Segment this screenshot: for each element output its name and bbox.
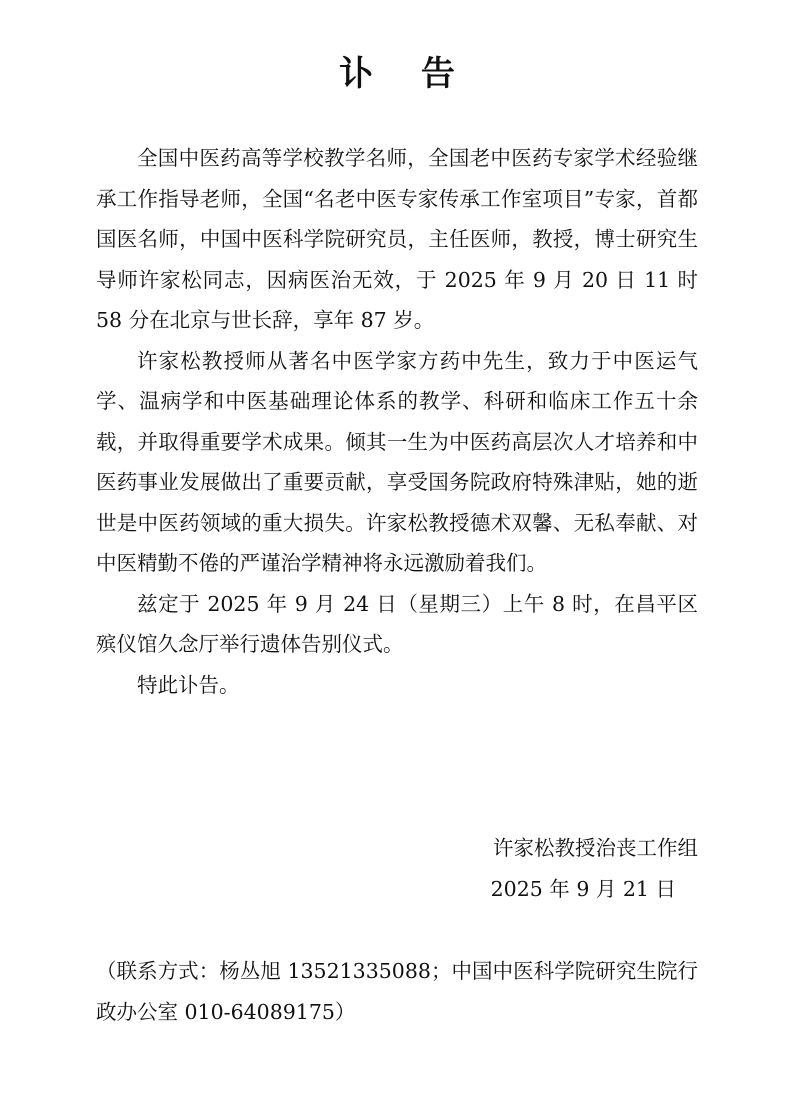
paragraph-announcement: 全国中医药高等学校教学名师，全国老中医药专家学术经验继承工作指导老师，全国“名老中医专家传承工作室项目”专家，首都国医名师，中国中医科学院研究员，主任医师，教授，博士研究生导师许家松同志，因病医治无效，于 2025 年 9 月 20 日 11 时 58 分在北京与世长辞，享年 87 岁。 — [96, 146, 698, 332]
signature-date: 2025 年 9 月 21 日 — [490, 876, 676, 901]
obituary-body — [96, 138, 698, 705]
paragraph-funeral-details: 兹定于 2025 年 9 月 24 日（星期三）上午 8 时，在昌平区殡仪馆久念厅举行遗体告别仪式。 — [96, 591, 698, 656]
signature-organization: 许家松教授治丧工作组 — [493, 836, 698, 860]
contact-info: （联系方式：杨丛旭 13521335088；中国中医科学院研究生院行政办公室 010-64089175） — [96, 959, 698, 1024]
paragraph-biography: 许家松教授师从著名中医学家方药中先生，致力于中医运气学、温病学和中医基础理论体系的教学、科研和临床工作五十余载，并取得重要学术成果。倾其一生为中医药高层次人才培养和中医药事业发展做出了重要贡献，享受国务院政府特殊津贴，她的逝世是中医药领域的重大损失。许家松教授德术双馨、无私奉献、对中医精勤不倦的严谨治学精神将永远激励着我们。 — [96, 348, 698, 575]
paragraph-closing: 特此讣告。 — [137, 672, 240, 697]
signature-block — [491, 828, 698, 909]
page-title: 讣 告 — [339, 54, 473, 94]
